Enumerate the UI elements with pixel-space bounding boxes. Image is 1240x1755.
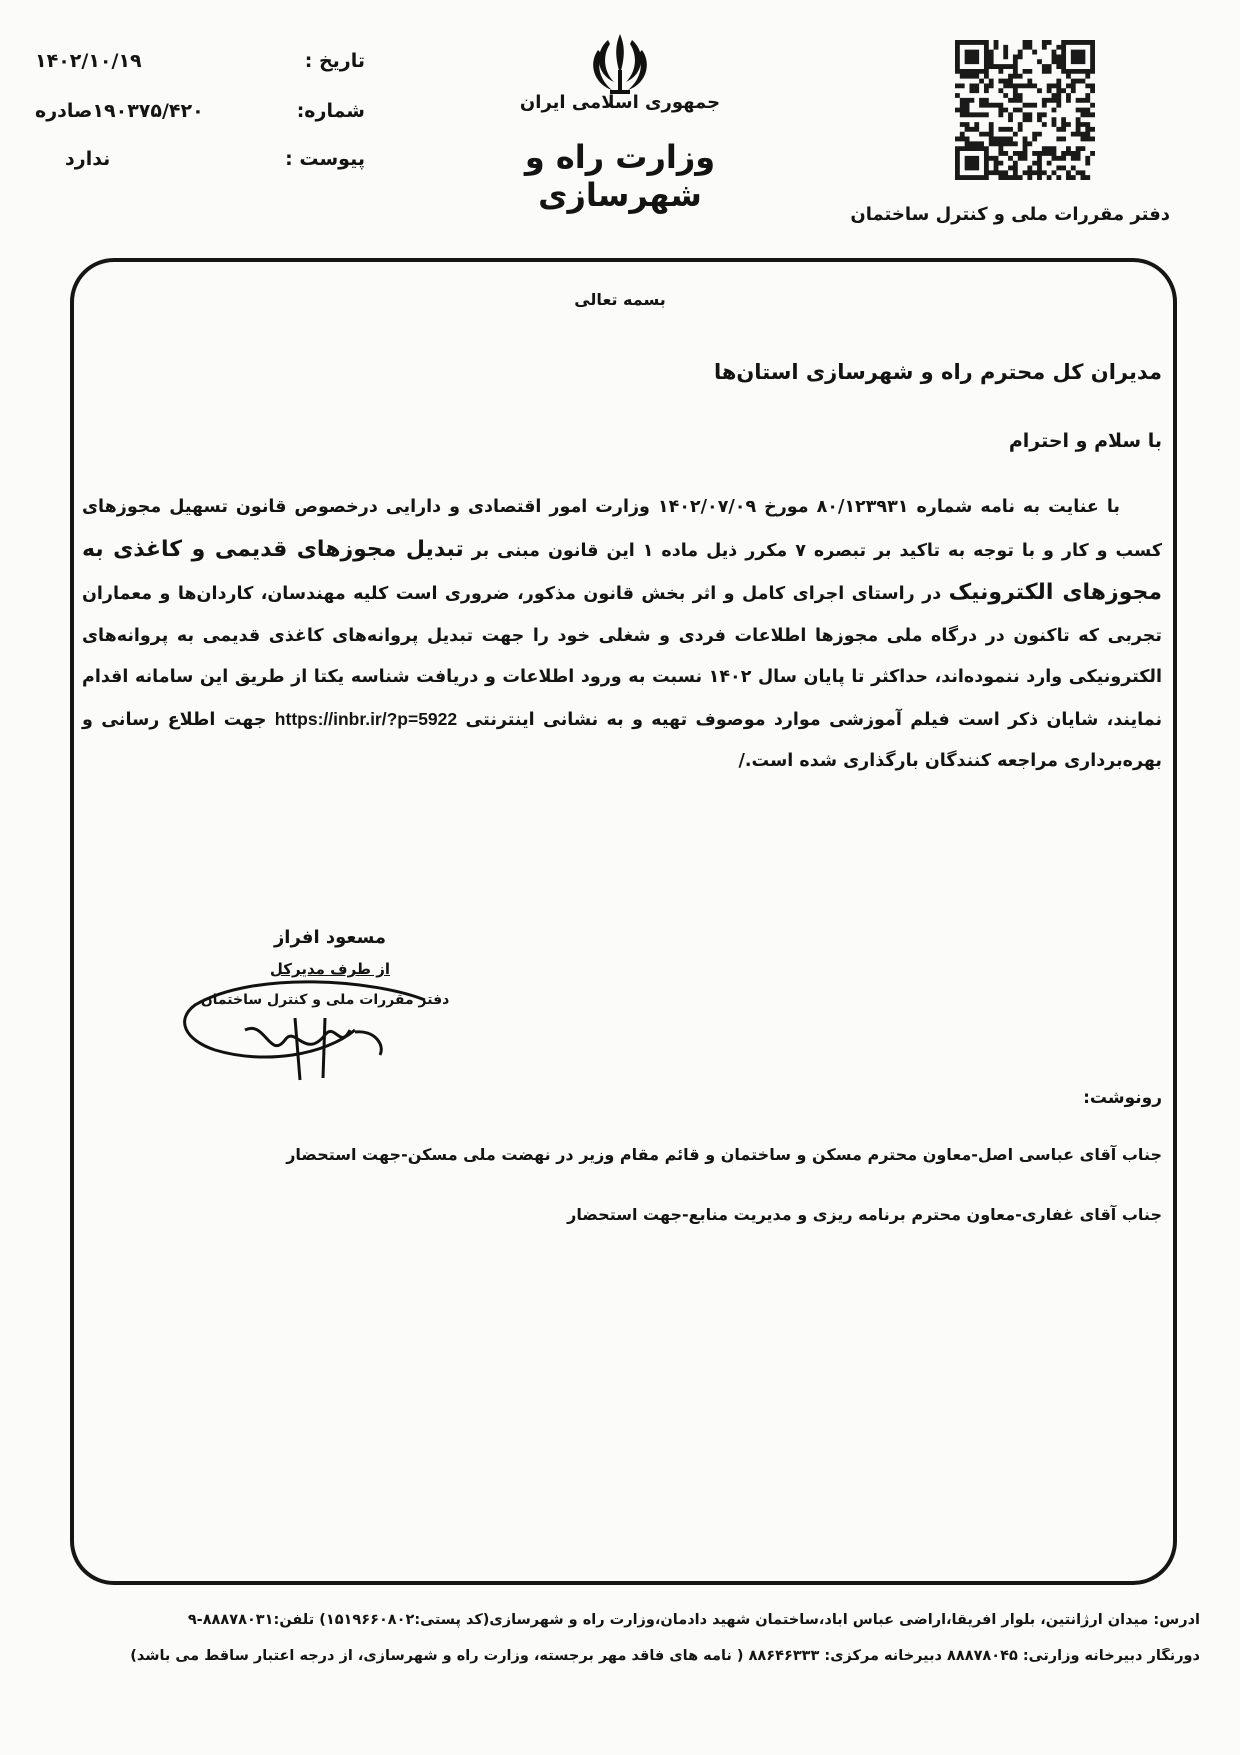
iran-emblem-icon xyxy=(580,30,660,100)
date-label: تاریخ : xyxy=(304,50,365,72)
handwritten-signature xyxy=(175,960,465,1100)
footer-fax: دورنگار دبیرخانه وزارتی: ۸۸۸۷۸۰۴۵ دبیرخانه مرکزی: ۸۸۶۴۶۳۳۳ ( نامه های فاقد مهر برجسته، وزارت راه و شهرسازی، از درجه اعتبار ساقط می باشد) xyxy=(130,1648,1200,1664)
footer-address: آدرس: میدان آرژانتین، بلوار آفریقا،اراضی عباس آباد،ساختمان شهید دادمان،وزارت راه و شهرسازی(کد پستی:۱۵۱۹۶۶۰۸۰۲) تلفن:۸۸۸۷۸۰۳۱-۹ xyxy=(187,1612,1200,1628)
ministry-title: وزارت راه و شهرسازی xyxy=(524,138,716,214)
number-value: ۱۹۰۳۷۵/۴۲۰صادره xyxy=(35,100,204,122)
body-text-part3: جهت اطلاع رسانی و بهره‌برداری مراجعه کنندگان بارگذاری شده است./ xyxy=(82,709,1162,771)
letter-frame xyxy=(70,258,1177,1585)
signer-role: از طرف مدیرکل xyxy=(269,960,391,978)
date-row xyxy=(35,50,365,90)
signer-office: دفتر مقررات ملی و کنترل ساختمان xyxy=(200,992,450,1008)
cc-recipient-2: جناب آقای غفاری-معاون محترم برنامه ریزی و مدیریت منابع-جهت استحضار xyxy=(567,1205,1162,1224)
attachment-label: پیوست : xyxy=(285,148,365,170)
attachment-value: ندارد xyxy=(65,148,111,170)
body-text-part2: در راستای اجرای کامل و اثر بخش قانون مذکور، ضروری است کلیه مهندسان، کاردان‌ها و معماران تجربی که تاکنون در درگاه ملی مجوزها اطلاعات فردی و شغلی خود را جهت تبدیل پروانه‌های کاغذی قدیمی به پروانه‌های الکترونیکی وارد ننموده‌اند، حداکثر تا پایان سال ۱۴۰۲ نسبت به ورود اطلاعات و دریافت شناسه یکتا از طریق این سامانه اقدام نمایند، شایان ذکر است فیلم آموزشی موارد موصوف تهیه و به نشانی اینترنتی xyxy=(82,584,1163,730)
republic-title: جمهوری اسلامی ایران xyxy=(519,92,721,113)
body-highlight: تبدیل مجوزهای قدیمی و کاغذی به مجوزهای الکترونیک xyxy=(82,536,1162,605)
letter-body xyxy=(82,487,1162,783)
greeting: با سلام و احترام xyxy=(1008,430,1162,452)
body-text-part1: با عنایت به نامه شماره ۸۰/۱۲۳۹۳۱ مورخ ۱۴۰۲/۰۷/۰۹ وزارت امور اقتصادی و دارایی درخصوص قانون تسهیل مجوزهای کسب و کار و با توجه به تاکید بر تبصره ۷ مکرر ذیل ماده ۱ این قانون مبنی بر xyxy=(82,497,1163,561)
attachment-row xyxy=(35,148,365,188)
cc-recipient-1: جناب آقای عباسی اصل-معاون محترم مسکن و ساختمان و قائم مقام وزیر در نهضت ملی مسکن-جهت استحضار xyxy=(286,1145,1162,1164)
number-row xyxy=(35,100,365,140)
signer-name: مسعود افراز xyxy=(273,927,387,948)
addressee: مدیران کل محترم راه و شهرسازی استان‌ها xyxy=(713,360,1162,384)
date-value: ۱۴۰۲/۱۰/۱۹ xyxy=(35,50,142,72)
body-url-link[interactable]: https://inbr.ir/?p=5922 xyxy=(274,708,458,729)
qr-code-icon xyxy=(955,40,1095,180)
office-title: دفتر مقررات ملی و کنترل ساختمان xyxy=(850,204,1170,225)
cc-title: رونوشت: xyxy=(1083,1088,1162,1108)
basmala: بسمه تعالی xyxy=(574,290,666,309)
letter-meta xyxy=(35,42,365,192)
number-label: شماره: xyxy=(296,100,365,122)
